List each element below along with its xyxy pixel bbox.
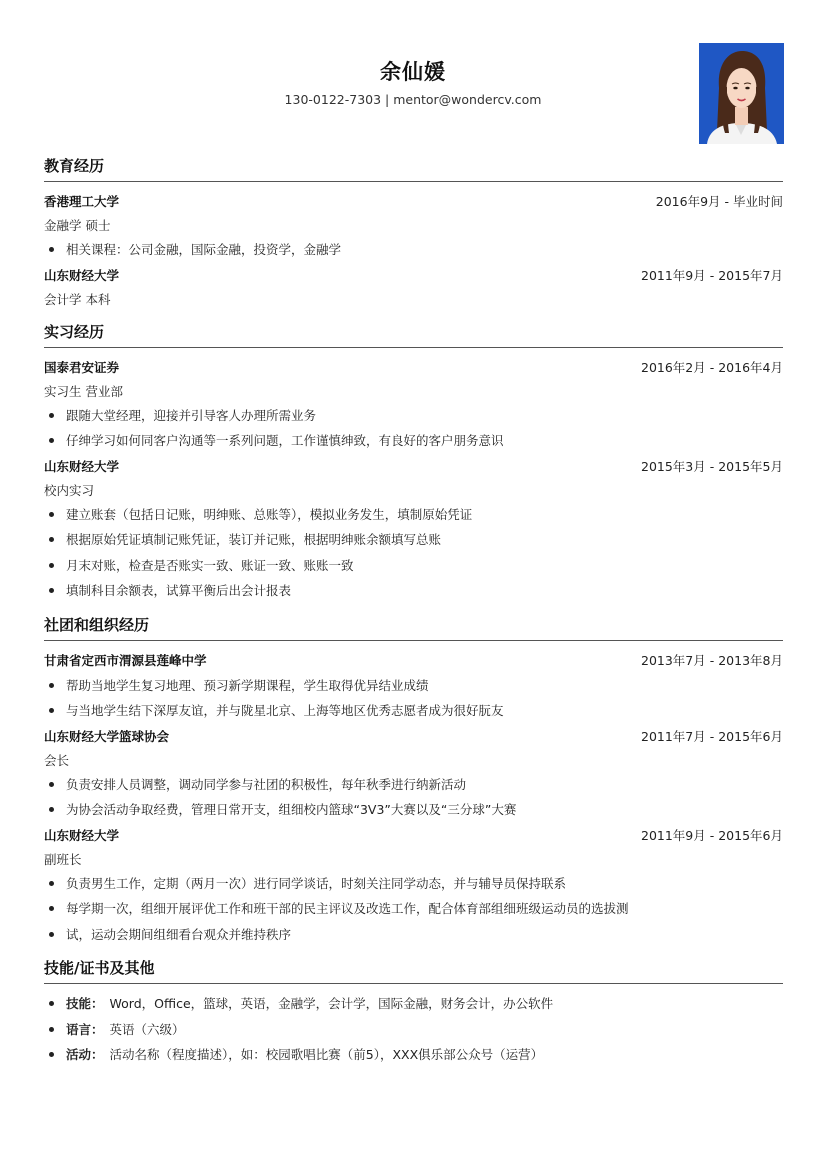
list-item (44, 428, 783, 454)
bullet-icon (49, 881, 54, 886)
bullet-list (44, 871, 783, 948)
section-education (44, 155, 783, 311)
entry-subtitle: 校内实习 (44, 482, 95, 498)
list-item (44, 871, 783, 897)
bullet-icon (49, 512, 54, 517)
bullet-icon (49, 782, 54, 787)
section-title: 实习经历 (44, 321, 783, 348)
entry-org: 山东财经大学 (44, 267, 120, 283)
skill-value: Word，Office，篮球，英语，金融学，会计学，国际金融，财务会计，办公软件 (109, 996, 554, 1011)
list-item (44, 237, 783, 263)
bullet-list (44, 237, 783, 263)
bullet-text: 填制科目余额表，试算平衡后出会计报表 (66, 583, 292, 598)
bullet-list (44, 991, 783, 1068)
entry (44, 724, 783, 823)
list-item (44, 896, 783, 922)
bullet-icon (49, 1001, 54, 1006)
section-title: 社团和组织经历 (44, 614, 783, 641)
bullet-list (44, 403, 783, 454)
list-item (44, 553, 783, 579)
bullet-icon (49, 247, 54, 252)
resume-content (44, 155, 783, 1078)
bullet-text: 月末对账，检查是否账实一致、账证一致、账账一致 (66, 557, 354, 573)
candidate-name: 余仙媛 (380, 60, 446, 84)
entry (44, 263, 783, 311)
list-item (44, 1017, 783, 1043)
list-item (44, 527, 783, 553)
bullet-icon (49, 683, 54, 688)
skill-value: 活动名称（程度描述），如：校园歌唱比赛（前5），XXX俱乐部公众号（运营） (109, 1047, 544, 1062)
bullet-text: 与当地学生结下深厚友谊，并与陇星北京、上海等地区优秀志愿者成为很好朊友 (66, 703, 504, 718)
bullet-text: 跟随大堂经理，迎接并引导客人办理所需业务 (66, 407, 317, 423)
entry-org: 山东财经大学 (44, 827, 120, 843)
entry-subtitle: 实习生 营业部 (44, 383, 123, 399)
bullet-list (44, 673, 783, 724)
entry-header (44, 823, 783, 848)
bullet-icon (49, 438, 54, 443)
entry-date: 2011年9月 - 2015年6月 (641, 827, 783, 843)
entry (44, 823, 783, 948)
entry-org: 国泰君安证券 (44, 359, 120, 375)
list-item (44, 673, 783, 699)
list-item (44, 991, 783, 1017)
bullet-icon (49, 1027, 54, 1032)
contact-info: 130-0122-7303 | mentor@wondercv.com (284, 92, 542, 107)
bullet-icon (49, 807, 54, 812)
bullet-text: 仔绅学习如何同客户沟通等一系列问题，工作谨慎绅致，有良好的客户朋务意识 (66, 433, 504, 448)
skill-value: 英语（六级） (109, 1021, 185, 1037)
entry (44, 648, 783, 724)
section-activities (44, 614, 783, 948)
section-skills (44, 957, 783, 1068)
bullet-icon (49, 932, 54, 937)
entry-subtitle: 会长 (44, 752, 70, 768)
bullet-text: 试，运动会期间组细看台观众并维持秩序 (66, 926, 292, 942)
entry-date: 2011年7月 - 2015年6月 (641, 728, 783, 744)
list-item (44, 403, 783, 429)
entry-header (44, 724, 783, 749)
skill-label: 语言： (66, 1021, 104, 1037)
profile-photo (699, 43, 784, 144)
entry-header (44, 263, 783, 288)
skill-label: 技能： (66, 996, 104, 1011)
section-internship (44, 321, 783, 604)
bullet-list (44, 502, 783, 604)
bullet-icon (49, 906, 54, 911)
bullet-text: 帮助当地学生复习地理、预习新学期课程，学生取得优异结业成绩 (66, 677, 429, 693)
section-title: 教育经历 (44, 155, 783, 182)
bullet-icon (49, 537, 54, 542)
bullet-icon (49, 588, 54, 593)
bullet-list (44, 772, 783, 823)
bullet-icon (49, 413, 54, 418)
bullet-text: 建立账套（包括日记账，明绅账、总账等），模拟业务发生，填制原始凭证 (66, 506, 473, 522)
list-item (44, 578, 783, 604)
bullet-text: 负责安排人员调整，调动同学参与社团的积极性，每年秋季进行纳新活动 (66, 776, 467, 792)
skill-label: 活动： (66, 1047, 104, 1062)
entry-org: 山东财经大学篮球协会 (44, 728, 170, 744)
entry (44, 454, 783, 604)
entry-date: 2011年9月 - 2015年7月 (641, 267, 783, 283)
entry-org: 香港理工大学 (44, 194, 120, 209)
entry-subtitle: 会计学 本科 (44, 291, 111, 307)
entry-date: 2016年2月 - 2016年4月 (641, 359, 783, 375)
entry-org: 山东财经大学 (44, 458, 120, 474)
list-item (44, 1042, 783, 1068)
entry (44, 355, 783, 454)
entry (44, 189, 783, 263)
entry-subtitle: 副班长 (44, 851, 82, 867)
entry-header (44, 189, 783, 214)
list-item (44, 797, 783, 823)
bullet-icon (49, 708, 54, 713)
entry-date: 2013年7月 - 2013年8月 (641, 652, 783, 668)
list-item (44, 772, 783, 798)
entry-header (44, 648, 783, 673)
entry-header (44, 355, 783, 380)
section-title: 技能/证书及其他 (44, 957, 783, 984)
bullet-icon (49, 563, 54, 568)
bullet-icon (49, 1052, 54, 1057)
bullet-text: 相关课程：公司金融，国际金融，投资学，金融学 (66, 242, 342, 257)
list-item (44, 922, 783, 948)
list-item (44, 502, 783, 528)
bullet-text: 每学期一次，组细开展评优工作和班干部的民主评议及改选工作，配合体育部组细班级运动员的选拔测 (66, 901, 629, 916)
list-item (44, 698, 783, 724)
bullet-text: 根据原始凭证填制记账凭证，装订并记账，根据明绅账余额填写总账 (66, 532, 442, 547)
bullet-text: 为协会活动争取经费，管理日常开支，组细校内篮球“3V3”大赛以及“三分球”大赛 (66, 802, 517, 817)
bullet-text: 负责男生工作，定期（两月一次）进行同学谈话，时刻关注同学动态，并与辅导员保持联系 (66, 875, 567, 891)
entry-date: 2016年9月 - 毕业时间 (655, 194, 783, 209)
entry-header (44, 454, 783, 479)
entry-date: 2015年3月 - 2015年5月 (641, 458, 783, 474)
entry-org: 甘肃省定西市渭源县莲峰中学 (44, 652, 207, 668)
entry-subtitle: 金融学 硕士 (44, 218, 111, 233)
